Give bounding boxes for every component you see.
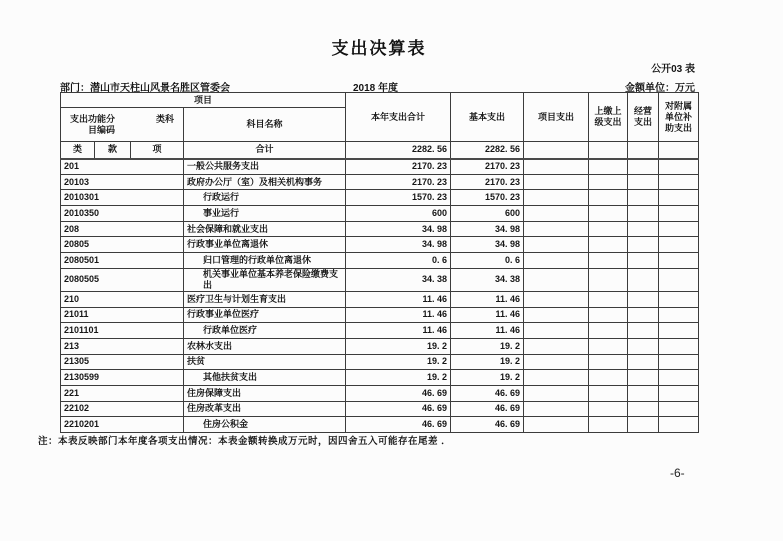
row-operating xyxy=(628,190,659,206)
row-code: 208 xyxy=(61,221,184,237)
row-operating xyxy=(628,159,659,175)
table-row xyxy=(61,190,699,206)
row-basic: 46. 69 xyxy=(451,401,524,417)
table-row xyxy=(61,417,699,433)
table-header xyxy=(61,93,699,159)
row-code: 2010301 xyxy=(61,190,184,206)
row-operating xyxy=(628,401,659,417)
row-subsidy xyxy=(659,307,699,323)
row-subject-name: 事业运行 xyxy=(184,206,346,222)
table-row xyxy=(61,268,699,291)
row-project xyxy=(524,354,589,370)
row-upper xyxy=(589,190,628,206)
row-subsidy xyxy=(659,174,699,190)
department-line: 部门：潜山市天柱山风景名胜区管委会 xyxy=(60,83,230,94)
amount-unit: 金额单位：万元 xyxy=(625,83,695,94)
row-subject-name: 行政事业单位离退休 xyxy=(184,237,346,253)
function-code-label-part1: 支出功能分 xyxy=(70,113,116,124)
row-project xyxy=(524,338,589,354)
row-operating xyxy=(628,385,659,401)
row-basic: 0. 6 xyxy=(451,253,524,269)
header-function-code xyxy=(61,108,184,142)
row-total: 11. 46 xyxy=(346,307,451,323)
row-project xyxy=(524,268,589,291)
row-basic: 11. 46 xyxy=(451,291,524,307)
row-total: 2170. 23 xyxy=(346,159,451,175)
row-total: 2170. 23 xyxy=(346,174,451,190)
table-row xyxy=(61,354,699,370)
row-total: 600 xyxy=(346,206,451,222)
row-operating xyxy=(628,221,659,237)
header-project-expenditure: 项目支出 xyxy=(524,93,589,142)
row-project xyxy=(524,206,589,222)
public-table-number: 公开03 表 xyxy=(651,64,695,75)
row-code: 221 xyxy=(61,385,184,401)
row-operating xyxy=(628,417,659,433)
row-subsidy xyxy=(659,338,699,354)
row-subject-name: 行政运行 xyxy=(184,190,346,206)
summary-row-label: 合计 xyxy=(184,142,346,159)
row-subsidy xyxy=(659,268,699,291)
row-upper xyxy=(589,221,628,237)
row-code: 21011 xyxy=(61,307,184,323)
row-subsidy xyxy=(659,253,699,269)
row-code: 2010350 xyxy=(61,206,184,222)
row-project xyxy=(524,291,589,307)
row-basic: 19. 2 xyxy=(451,338,524,354)
row-code: 2080501 xyxy=(61,253,184,269)
row-basic: 11. 46 xyxy=(451,323,524,339)
row-upper xyxy=(589,338,628,354)
row-total: 1570. 23 xyxy=(346,190,451,206)
row-project xyxy=(524,323,589,339)
row-subsidy xyxy=(659,385,699,401)
row-code: 20805 xyxy=(61,237,184,253)
row-upper xyxy=(589,174,628,190)
row-subject-name: 机关事业单位基本养老保险缴费支出 xyxy=(184,268,346,291)
row-subsidy xyxy=(659,159,699,175)
table-row xyxy=(61,174,699,190)
footnote: 注：本表反映部门本年度各项支出情况：本表金额转换成万元时，因四舍五入可能存在尾差 ． xyxy=(38,436,452,447)
row-project xyxy=(524,307,589,323)
row-code: 22102 xyxy=(61,401,184,417)
row-basic: 46. 69 xyxy=(451,417,524,433)
row-subsidy xyxy=(659,221,699,237)
row-basic: 600 xyxy=(451,206,524,222)
row-operating xyxy=(628,354,659,370)
row-subsidy xyxy=(659,354,699,370)
row-upper xyxy=(589,354,628,370)
row-subsidy xyxy=(659,237,699,253)
row-operating xyxy=(628,323,659,339)
row-operating xyxy=(628,206,659,222)
row-basic: 19. 2 xyxy=(451,354,524,370)
header-category: 类 xyxy=(61,142,95,159)
row-total: 19. 2 xyxy=(346,354,451,370)
row-subject-name: 行政事业单位医疗 xyxy=(184,307,346,323)
row-upper xyxy=(589,401,628,417)
table-row xyxy=(61,401,699,417)
row-subsidy xyxy=(659,291,699,307)
fiscal-year: 2018 年度 xyxy=(353,83,399,94)
row-total: 46. 69 xyxy=(346,417,451,433)
row-project xyxy=(524,190,589,206)
page-title: 支出决算表 xyxy=(331,39,427,58)
row-subject-name: 农林水支出 xyxy=(184,338,346,354)
summary-upper xyxy=(589,142,628,159)
row-total: 46. 69 xyxy=(346,385,451,401)
row-subject-name: 社会保障和就业支出 xyxy=(184,221,346,237)
table-row xyxy=(61,237,699,253)
header-operating-expenditure: 经营支出 xyxy=(628,93,659,142)
row-code: 213 xyxy=(61,338,184,354)
header-subsidy-expenditure: 对附属单位补助支出 xyxy=(659,93,699,142)
row-subject-name: 政府办公厅（室）及相关机构事务 xyxy=(184,174,346,190)
table-row xyxy=(61,159,699,175)
row-total: 19. 2 xyxy=(346,338,451,354)
page-number: -6- xyxy=(670,466,685,480)
row-total: 19. 2 xyxy=(346,370,451,386)
row-upper xyxy=(589,253,628,269)
table-body xyxy=(61,159,699,433)
row-basic: 34. 98 xyxy=(451,221,524,237)
header-upper-level-expenditure: 上缴上级支出 xyxy=(589,93,628,142)
row-upper xyxy=(589,323,628,339)
row-total: 34. 98 xyxy=(346,221,451,237)
row-subject-name: 行政单位医疗 xyxy=(184,323,346,339)
row-upper xyxy=(589,417,628,433)
row-project xyxy=(524,174,589,190)
summary-total: 2282. 56 xyxy=(346,142,451,159)
row-subject-name: 扶贫 xyxy=(184,354,346,370)
summary-basic: 2282. 56 xyxy=(451,142,524,159)
row-subject-name: 一般公共服务支出 xyxy=(184,159,346,175)
row-subject-name: 住房保障支出 xyxy=(184,385,346,401)
row-subject-name: 医疗卫生与计划生育支出 xyxy=(184,291,346,307)
row-subject-name: 住房改革支出 xyxy=(184,401,346,417)
row-basic: 46. 69 xyxy=(451,385,524,401)
table-row xyxy=(61,323,699,339)
row-operating xyxy=(628,174,659,190)
row-subject-name: 住房公积金 xyxy=(184,417,346,433)
row-code: 201 xyxy=(61,159,184,175)
row-subsidy xyxy=(659,323,699,339)
row-project xyxy=(524,237,589,253)
row-subsidy xyxy=(659,417,699,433)
row-subsidy xyxy=(659,401,699,417)
row-total: 34. 38 xyxy=(346,268,451,291)
row-operating xyxy=(628,237,659,253)
row-subject-name: 归口管理的行政单位离退休 xyxy=(184,253,346,269)
row-upper xyxy=(589,370,628,386)
row-subject-name: 其他扶贫支出 xyxy=(184,370,346,386)
row-upper xyxy=(589,159,628,175)
expenditure-table xyxy=(60,92,699,433)
row-code: 2101101 xyxy=(61,323,184,339)
row-project xyxy=(524,253,589,269)
row-operating xyxy=(628,268,659,291)
row-operating xyxy=(628,338,659,354)
header-section: 款 xyxy=(95,142,131,159)
row-project xyxy=(524,159,589,175)
row-total: 11. 46 xyxy=(346,323,451,339)
row-basic: 11. 46 xyxy=(451,307,524,323)
row-total: 34. 98 xyxy=(346,237,451,253)
row-basic: 2170. 23 xyxy=(451,159,524,175)
row-operating xyxy=(628,370,659,386)
row-code: 2080505 xyxy=(61,268,184,291)
table-row xyxy=(61,221,699,237)
row-basic: 19. 2 xyxy=(451,370,524,386)
row-project xyxy=(524,385,589,401)
row-project xyxy=(524,370,589,386)
row-basic: 2170. 23 xyxy=(451,174,524,190)
function-code-label-part3: 目编码 xyxy=(88,124,116,135)
summary-project xyxy=(524,142,589,159)
summary-subsidy xyxy=(659,142,699,159)
function-code-label-part2: 类科 xyxy=(155,113,174,124)
row-basic: 34. 98 xyxy=(451,237,524,253)
row-upper xyxy=(589,385,628,401)
row-upper xyxy=(589,237,628,253)
header-subject-name: 科目名称 xyxy=(184,108,346,142)
table-row xyxy=(61,370,699,386)
table-row xyxy=(61,291,699,307)
header-item: 项 xyxy=(131,142,184,159)
row-code: 210 xyxy=(61,291,184,307)
table-row xyxy=(61,253,699,269)
row-code: 2210201 xyxy=(61,417,184,433)
row-total: 11. 46 xyxy=(346,291,451,307)
table-row xyxy=(61,338,699,354)
row-subsidy xyxy=(659,206,699,222)
row-upper xyxy=(589,307,628,323)
row-code: 20103 xyxy=(61,174,184,190)
row-project xyxy=(524,417,589,433)
row-basic: 34. 38 xyxy=(451,268,524,291)
row-code: 21305 xyxy=(61,354,184,370)
row-operating xyxy=(628,253,659,269)
summary-operating xyxy=(628,142,659,159)
header-basic-expenditure: 基本支出 xyxy=(451,93,524,142)
row-operating xyxy=(628,291,659,307)
row-total: 0. 6 xyxy=(346,253,451,269)
row-total: 46. 69 xyxy=(346,401,451,417)
row-project xyxy=(524,401,589,417)
row-project xyxy=(524,221,589,237)
row-code: 2130599 xyxy=(61,370,184,386)
table-row xyxy=(61,307,699,323)
table-row xyxy=(61,385,699,401)
header-total-expenditure: 本年支出合计 xyxy=(346,93,451,142)
row-subsidy xyxy=(659,190,699,206)
row-basic: 1570. 23 xyxy=(451,190,524,206)
row-upper xyxy=(589,268,628,291)
row-upper xyxy=(589,291,628,307)
table-row xyxy=(61,206,699,222)
header-item-group: 项目 xyxy=(61,93,346,108)
row-subsidy xyxy=(659,370,699,386)
row-operating xyxy=(628,307,659,323)
row-upper xyxy=(589,206,628,222)
